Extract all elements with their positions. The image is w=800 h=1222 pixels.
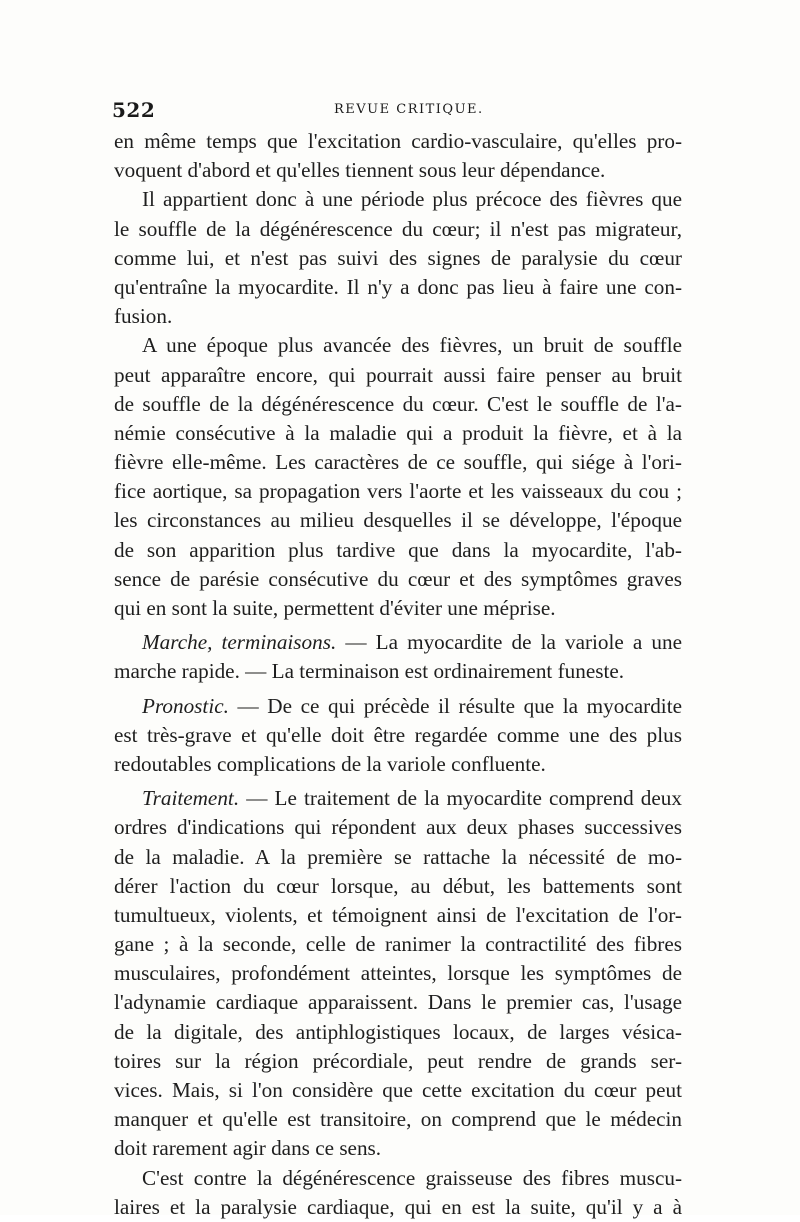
text-line — [114, 1076, 682, 1105]
text-line — [114, 477, 682, 506]
text-line — [114, 1047, 682, 1076]
text-line — [114, 959, 682, 988]
line-text: de la maladie. A la première se rattache la nécessité de mo- — [114, 844, 682, 869]
line-text: némie consécutive à la maladie qui a produit la fièvre, et à la — [114, 420, 682, 445]
line-text: dérer l'action du cœur lorsque, au début, les battements sont — [114, 873, 682, 898]
line-text: ordres d'indications qui répondent aux deux phases successives — [114, 815, 682, 840]
line-text: doit rarement agir dans ce sens. — [114, 1136, 382, 1161]
text-line — [114, 930, 682, 959]
text-line — [114, 901, 682, 930]
line-text: sence de parésie consécutive du cœur et des symptômes graves — [114, 566, 682, 591]
text-line — [114, 988, 682, 1017]
text-line — [114, 156, 682, 185]
text-line — [114, 657, 682, 686]
text-line — [114, 244, 682, 273]
line-text: l'adynamie cardiaque apparaissent. Dans le premier cas, l'usage — [114, 990, 682, 1015]
line-text: Il appartient donc à une période plus précoce des fièvres que — [142, 187, 682, 212]
line-text: tumultueux, violents, et témoignent ainsi de l'excitation de l'or- — [114, 902, 682, 927]
text-line — [114, 843, 682, 872]
text-line — [114, 1134, 682, 1163]
text-line — [114, 750, 682, 779]
line-text: manquer et qu'elle est transitoire, on comprend que le médecin — [114, 1107, 682, 1132]
line-text: en même temps que l'excitation cardio-vasculaire, qu'elles pro- — [114, 129, 682, 153]
line-text: toires sur la région précordiale, peut rendre de grands ser- — [114, 1048, 682, 1073]
text-line — [114, 506, 682, 535]
body-text — [114, 127, 682, 1222]
line-text: redoutables complications de la variole confluente. — [114, 751, 546, 776]
line-text: marche rapide. — La terminaison est ordinairement funeste. — [114, 659, 625, 684]
line-text: vices. Mais, si l'on considère que cette excitation du cœur peut — [114, 1078, 682, 1102]
text-line — [114, 390, 682, 419]
line-text: de son apparition plus tardive que dans la myocardite, l'ab- — [114, 537, 682, 562]
page-number: 522 — [112, 98, 156, 122]
line-text: est très-grave et qu'elle doit être regardée comme une des plus — [114, 722, 682, 747]
line-text: fièvre elle-même. Les caractères de ce souffle, qui siége à l'ori- — [114, 450, 682, 475]
text-line — [114, 331, 682, 360]
text-line — [114, 536, 682, 565]
line-text: le souffle de la dégénérescence du cœur; il n'est pas migrateur, — [114, 216, 682, 241]
text-line — [114, 594, 682, 623]
text-line — [114, 565, 682, 594]
line-text: de souffle de la dégénérescence du cœur. C'est le souffle de l'a- — [114, 391, 682, 416]
line-text: fice aortique, sa propagation vers l'aorte et les vaisseaux du cou ; — [114, 479, 682, 504]
line-text: voquent d'abord et qu'elles tiennent sous leur dépendance. — [114, 158, 606, 183]
line-text: qu'entraîne la myocardite. Il n'y a donc pas lieu à faire une con- — [114, 274, 682, 299]
text-line — [114, 215, 682, 244]
line-text: C'est contre la dégénérescence graisseuse des fibres muscu- — [142, 1165, 682, 1190]
line-text: gane ; à la seconde, celle de ranimer la contractilité des fibres — [114, 932, 682, 957]
line-text: peut apparaître encore, qui pourrait aussi faire penser au bruit — [114, 362, 682, 387]
line-text: musculaires, profondément atteintes, lorsque les symptômes de — [114, 961, 682, 986]
section-heading: Marche, terminaisons. — [142, 630, 337, 655]
text-line — [114, 419, 682, 448]
line-text: fusion. — [114, 304, 173, 329]
text-line — [114, 1018, 682, 1047]
text-line — [114, 1105, 682, 1134]
line-text: laires et la paralysie cardiaque, qui en est la suite, qu'il y a à — [114, 1194, 682, 1219]
line-text: de la digitale, des antiphlogistiques locaux, de larges vésica- — [114, 1019, 682, 1044]
text-line — [114, 302, 682, 331]
text-line — [114, 185, 682, 214]
text-line — [114, 872, 682, 901]
text-line — [114, 1164, 682, 1193]
running-title: REVUE CRITIQUE. — [334, 102, 484, 117]
text-line — [114, 127, 682, 156]
section-heading: Traitement. — [142, 786, 240, 811]
line-text: A une époque plus avancée des fièvres, un bruit de souffle — [142, 333, 682, 358]
text-line — [114, 361, 682, 390]
text-line — [114, 692, 682, 721]
line-text: les circonstances au milieu desquelles il se développe, l'époque — [114, 508, 682, 533]
section-heading: Pronostic. — [142, 693, 229, 718]
line-text: — De ce qui précède il résulte que la myocardite — [228, 693, 682, 718]
text-line — [114, 448, 682, 477]
text-line — [114, 813, 682, 842]
text-line — [114, 628, 682, 657]
text-line — [114, 273, 682, 302]
line-text: — Le traitement de la myocardite comprend deux — [239, 786, 682, 811]
line-text: — La myocardite de la variole a une — [336, 630, 682, 655]
running-head — [112, 98, 684, 124]
text-line — [114, 784, 682, 813]
text-line — [114, 1193, 682, 1222]
text-line — [114, 721, 682, 750]
line-text: qui en sont la suite, permettent d'éviter une méprise. — [114, 596, 556, 620]
line-text: comme lui, et n'est pas suivi des signes de paralysie du cœur — [114, 245, 682, 270]
